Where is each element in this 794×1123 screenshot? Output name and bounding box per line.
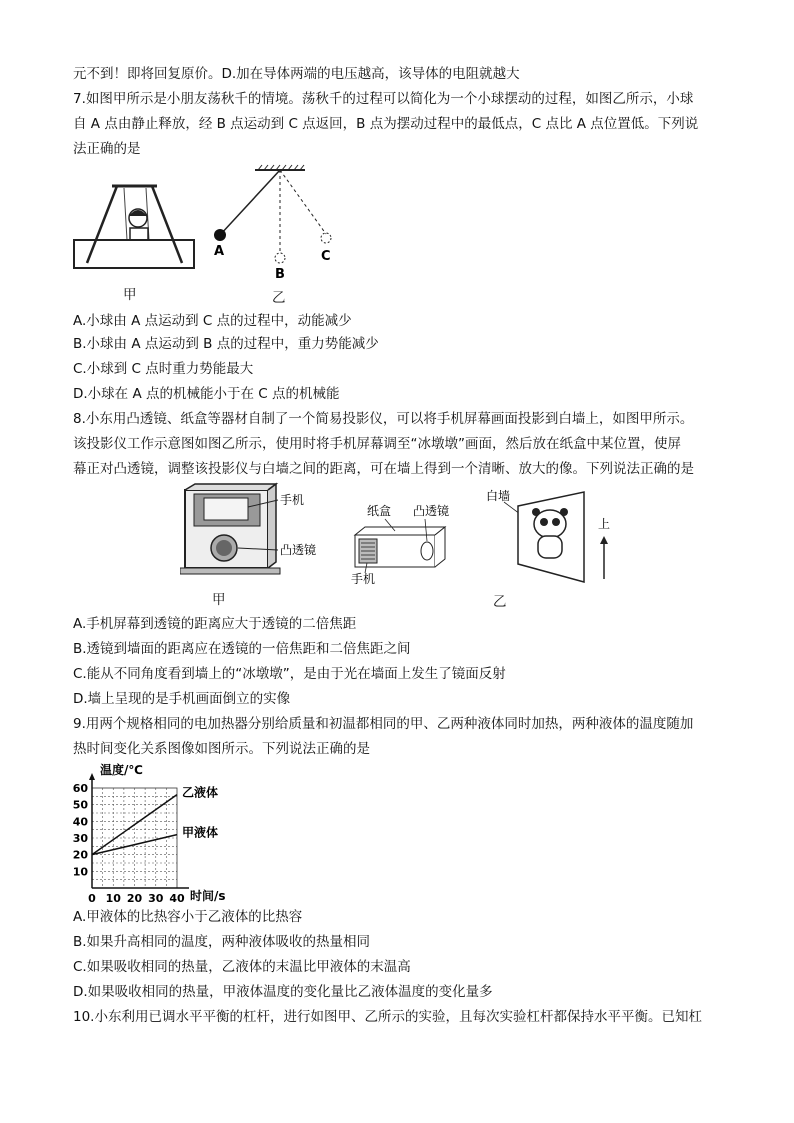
box-label: 纸盒 — [367, 504, 392, 518]
q9-option-a: A.甲液体的比热容小于乙液体的比热容 — [73, 909, 303, 925]
q6-tail: 元不到！即将回复原价。D.加在导体两端的电压越高，该导体的电阻就越大 — [73, 66, 520, 82]
series-label: 甲液体 — [182, 825, 219, 840]
q8-option-b: B.透镜到墙面的距离应在透镜的一倍焦距和二倍焦距之间 — [73, 641, 411, 657]
q7-stem-2: 自 A 点由静止释放，经 B 点运动到 C 点返回，B 点为摆动过程中的最低点，C 点比 A 点位置低。下列说 — [73, 116, 699, 132]
q8-stem-3: 幕正对凸透镜，调整该投影仪与白墙之间的距离，可在墙上得到一个清晰、放大的像。下列说法正确的是 — [73, 461, 694, 477]
chart-axes — [89, 773, 189, 888]
fig8-label-jia: 甲 — [212, 592, 226, 608]
q9-option-d: D.如果吸收相同的热量，甲液体温度的变化量比乙液体温度的变化量多 — [73, 984, 493, 1000]
q8-option-c: C.能从不同角度看到墙上的“冰墩墩”，是由于光在墙面上发生了镜面反射 — [73, 666, 506, 682]
y-tick-label: 30 — [72, 832, 88, 845]
q7-option-d: D.小球在 A 点的机械能小于在 C 点的机械能 — [73, 386, 340, 402]
projector-photo — [180, 482, 325, 582]
q9-stem-2: 热时间变化关系图像如图所示。下列说法正确的是 — [73, 741, 370, 757]
swing-figure — [72, 178, 202, 273]
q9-option-c: C.如果吸收相同的热量，乙液体的末温比甲液体的末温高 — [73, 959, 411, 975]
q8-option-a: A.手机屏幕到透镜的距离应大于透镜的二倍焦距 — [73, 616, 357, 632]
x-tick-label: 30 — [148, 892, 164, 905]
lens-label: 凸透镜 — [280, 543, 317, 557]
lens2-label: 凸透镜 — [413, 504, 450, 518]
x-tick-label: 40 — [169, 892, 185, 905]
q9-stem-1: 9.用两个规格相同的电加热器分别给质量和初温都相同的甲、乙两种液体同时加热，两种液体的温度随加 — [73, 716, 694, 732]
chart-series — [92, 785, 218, 855]
q7-option-a: A.小球由 A 点运动到 C 点的过程中，动能减少 — [73, 313, 352, 329]
fig-label-jia: 甲 — [123, 287, 137, 303]
projector-schematic — [345, 495, 465, 585]
pendulum-figure — [210, 162, 350, 287]
point-b-label: B — [275, 267, 285, 282]
q7-stem-3: 法正确的是 — [73, 141, 141, 157]
y-axis-arrow — [89, 773, 95, 780]
q7-option-c: C.小球到 C 点时重力势能最大 — [73, 361, 254, 377]
wall-label: 白墙 — [486, 489, 511, 503]
y-tick-label: 40 — [72, 815, 88, 829]
fig-label-yi: 乙 — [272, 290, 286, 306]
series-label: 乙液体 — [182, 785, 219, 800]
y-tick-label: 20 — [72, 848, 88, 862]
x-tick-label: 10 — [105, 892, 121, 905]
phone2-label: 手机 — [351, 572, 376, 585]
x-tick-label: 0 — [88, 892, 96, 905]
chart-xlabel: 时间/s — [190, 889, 226, 903]
q10-stem-1: 10.小东利用已调水平平衡的杠杆，进行如图甲、乙所示的实验，且每次实验杠杆都保持水平平衡。已知杠 — [73, 1009, 702, 1025]
y-tick-label: 10 — [72, 865, 88, 879]
fig8-label-yi: 乙 — [493, 594, 507, 610]
chart-ylabel: 温度/℃ — [100, 763, 143, 777]
q9-option-b: B.如果升高相同的温度，两种液体吸收的热量相同 — [73, 934, 371, 950]
q8-stem-1: 8.小东用凸透镜、纸盒等器材自制了一个简易投影仪，可以将手机屏幕画面投影到白墙上，如图甲所示。 — [73, 411, 694, 427]
q7-option-b: B.小球由 A 点运动到 B 点的过程中，重力势能减少 — [73, 336, 379, 352]
y-tick-label: 50 — [72, 798, 88, 812]
q8-option-d: D.墙上呈现的是手机画面倒立的实像 — [73, 691, 291, 707]
point-c-label: C — [321, 249, 331, 264]
x-tick-label: 20 — [126, 892, 143, 905]
white-wall-figure — [482, 484, 622, 584]
temperature-time-chart — [72, 760, 272, 905]
q8-stem-2: 该投影仪工作示意图如图乙所示，使用时将手机屏幕调至“冰墩墩”画面，然后放在纸盒中某位置，使屏 — [73, 436, 681, 452]
q7-stem-1: 7.如图甲所示是小朋友荡秋千的情境。荡秋千的过程可以简化为一个小球摆动的过程，如图乙所示，小球 — [73, 91, 694, 107]
point-a-label: A — [214, 244, 225, 259]
up-label: 上 — [598, 517, 611, 531]
y-tick-label: 60 — [72, 782, 88, 795]
phone-label: 手机 — [280, 493, 305, 507]
